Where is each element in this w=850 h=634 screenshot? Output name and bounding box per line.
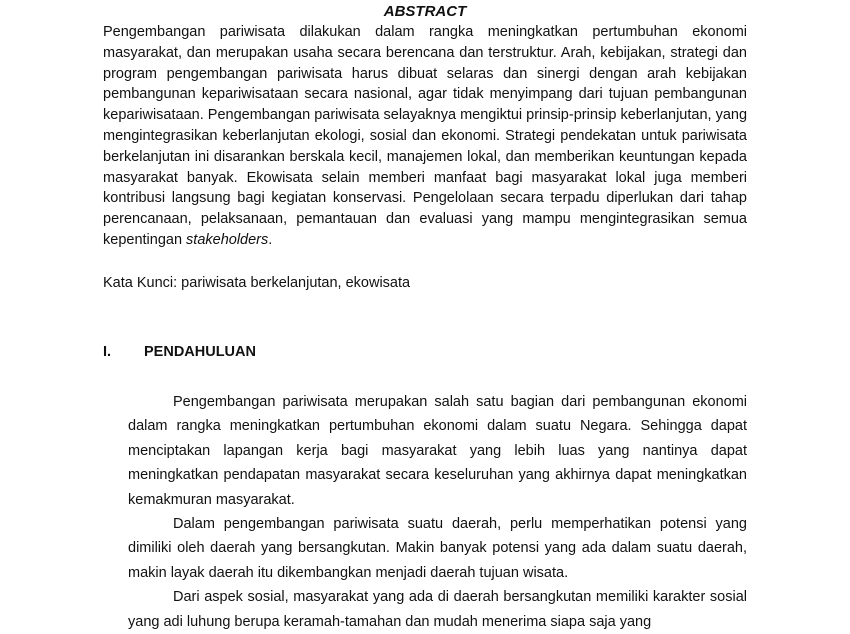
- section-heading: [103, 342, 256, 362]
- abstract-title: ABSTRACT: [383, 3, 467, 20]
- section-body: [128, 390, 747, 634]
- body-paragraph: Pengembangan pariwisata merupakan salah satu bagian dari pembangunan ekonomi dalam rangka meningkatkan pertumbuhan ekonomi dalam suatu Negara. Sehingga dapat menciptakan lapangan kerja bagi masyarakat yang lebih luas yang nantinya dapat meningkatkan pendapatan masyarakat secara keseluruhan yang akhirnya dapat meningkatkan kemakmuran masyarakat.: [128, 394, 747, 508]
- section-title: PENDAHULUAN: [144, 344, 256, 360]
- abstract-italic-term: stakeholders: [186, 231, 269, 248]
- abstract-text-end: .: [268, 231, 273, 248]
- keywords: Kata Kunci: pariwisata berkelanjutan, ekowisata: [103, 275, 411, 291]
- abstract-body: [103, 22, 747, 251]
- body-paragraph: Dalam pengembangan pariwisata suatu daerah, perlu memperhatikan potensi yang dimiliki oleh daerah yang bersangkutan. Makin banyak potensi yang ada dalam suatu daerah, makin layak daerah itu dikembangkan menjadi daerah tujuan wisata.: [128, 516, 747, 581]
- section-number: I.: [103, 344, 112, 360]
- body-paragraph: Dari aspek sosial, masyarakat yang ada di daerah bersangkutan memiliki karakter sosial yang adi luhung berupa keramah-tamahan dan mudah menerima siapa saja yang: [128, 589, 747, 630]
- abstract-text: Pengembangan pariwisata dilakukan dalam rangka meningkatkan pertumbuhan ekonomi masyarakat, dan merupakan usaha secara berencana dan terstruktur. Arah, kebijakan, strategi dan program pengembangan pariwisata harus dibuat selaras dan sinergi dengan arah kebijakan pembangunan kepariwisataan secara nasional, agar tidak menyimpang dari tujuan pembangunan kepariwisataan. Pengembangan pariwisata selayaknya mengiktui prinsip-prinsip keberlanjutan, yang mengintegrasikan keberlanjutan ekologi, sosial dan ekonomi. Strategi pendekatan untuk pariwisata berkelanjutan ini disarankan berskala kecil, manajemen lokal, dan memberikan keuntungan kepada masyarakat banyak. Ekowisata selain memberi manfaat bagi masyarakat lokal juga memberi kontribusi langsung bagi kegiatan konservasi. Pengelolaan secara terpadu diperlukan dari tahap perencanaan, pelaksanaan, pemantauan dan evaluasi yang mampu mengintegrasikan semua kepentingan: [103, 24, 748, 248]
